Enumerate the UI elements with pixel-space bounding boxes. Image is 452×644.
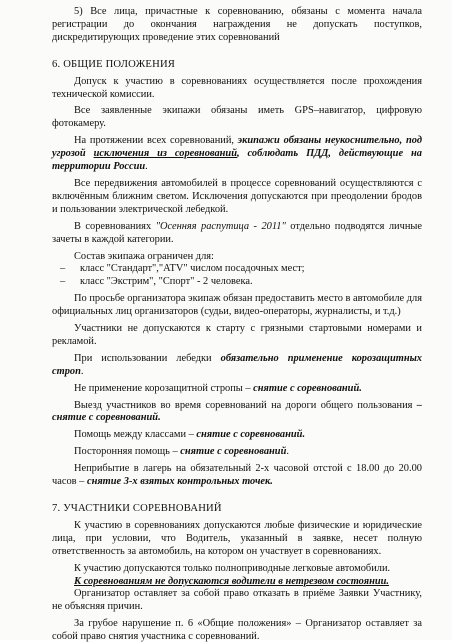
class-help-lead: Помощь между классами –	[74, 429, 197, 441]
event-name: "Осенняя распутица - 2011"	[155, 220, 286, 232]
crew-list-text: класс "Экстрим", "Спорт" - 2 человека.	[80, 276, 253, 288]
participants-paragraph: К участию в соревнованиях допускаются любые физические и юридические лица, при условии, что Водитель, указанный в заявке, несет полную ответственность за автомобиль, на котором он участвует в соревнованиях.	[52, 519, 422, 557]
class-help-penalty: снятие с соревнований.	[196, 429, 306, 441]
section-6-heading: 6. ОБЩИЕ ПОЛОЖЕНИЯ	[52, 58, 176, 70]
traffic-rules-paragraph	[52, 135, 422, 174]
public-roads-lead: Выезд участников во время соревнований на дороги общего пользования	[74, 399, 417, 411]
strap-penalty-paragraph	[52, 383, 422, 396]
dirty-numbers-paragraph: Участники не допускаются к старту с грязными стартовыми номерами и рекламой.	[52, 323, 422, 347]
outside-help-end: .	[286, 446, 289, 458]
violation-paragraph: За грубое нарушение п. 6 «Общие положения» – Организатор оставляет за собой право снятия участника с соревнований.	[52, 618, 422, 643]
public-roads-penalty: – снятие с соревнований.	[52, 399, 422, 424]
awd-paragraph: К участию допускаются только полноприводные легковые автомобили.	[74, 562, 391, 574]
winch-lead: При использовании лебедки	[74, 352, 221, 364]
standings-lead: В соревнованиях	[74, 220, 156, 232]
traffic-rules-end: .	[145, 161, 148, 173]
crew-list-item	[52, 263, 422, 276]
gps-paragraph: Все заявленные экипажи обязаны иметь GPS–навигатор, цифровую фотокамеру.	[52, 105, 422, 130]
crew-list-text: класс "Стандарт","ATV" числом посадочных мест;	[80, 263, 305, 275]
document-body	[52, 6, 422, 644]
class-help-paragraph	[52, 429, 422, 442]
admission-paragraph: Допуск к участию в соревнованиях осуществляется после прохождения технической комиссии.	[52, 75, 422, 100]
outside-help-lead: Посторонняя помощь –	[74, 446, 181, 458]
outside-help-paragraph	[52, 446, 422, 459]
camp-arrival-penalty: снятие 3-х взятых контрольных точек.	[86, 476, 273, 488]
headlights-paragraph: Все передвижения автомобилей в процессе соревнований осуществляются с включённым ближним светом. Исключения допускаются при преодолении бродов и пользовании электрической лебедкой.	[52, 177, 422, 215]
crew-paragraph: Состав экипажа ограничен для:	[74, 250, 214, 262]
traffic-rules-emphasis-2: , соблюдать ПДД, действующие на территории России	[52, 148, 422, 173]
public-roads-paragraph	[52, 400, 422, 426]
traffic-rules-emphasis-1: экипажи обязаны неукоснительно, под угрозой	[52, 135, 422, 160]
camp-arrival-lead: Неприбытие в лагерь на обязательный 2-х часовой отстой с 18.00 до 20.00 часов –	[52, 463, 422, 488]
winch-emphasis: обязательно применение корозащитных строп	[52, 352, 422, 377]
outside-help-penalty: снятие с соревнований	[180, 446, 287, 458]
camp-arrival-paragraph	[52, 463, 422, 489]
strap-lead: Не применение корозащитной стропы –	[74, 382, 254, 394]
list-dash: –	[60, 263, 66, 275]
winch-paragraph	[52, 353, 422, 379]
sober-drivers-paragraph	[52, 576, 422, 589]
refusal-paragraph: Организатор оставляет за собой право отказать в приёме Заявки Участнику, не объясняя причин.	[52, 588, 422, 613]
crew-list-item	[52, 276, 422, 289]
sober-drivers-text: К соревнованиям не допускаются водители в нетрезвом состоянии.	[74, 575, 390, 587]
traffic-rules-underlined: исключения из соревнований	[93, 148, 237, 160]
officials-seat-paragraph: По просьбе организатора экипаж обязан предоставить место в автомобиле для официальных лиц организаторов (судьи, видео-операторы, журналисты, и т.д.)	[52, 293, 422, 318]
strap-penalty: снятие с соревнований.	[253, 382, 362, 394]
standings-paragraph	[52, 221, 422, 247]
winch-end: .	[80, 365, 84, 377]
standings-rest: отдельно подводятся личные зачеты в каждой категории.	[52, 220, 422, 245]
traffic-rules-lead: На протяжении всех соревнований,	[74, 135, 238, 147]
rule-5-paragraph: 5) Все лица, причастные к соревнованию, обязаны с момента начала регистрации до окончания награждения не допускать поступков, дискредитирующих проведение этих соревнований	[52, 6, 422, 43]
list-dash: –	[60, 276, 66, 288]
section-7-heading: 7. УЧАСТНИКИ СОРЕВНОВАНИЙ	[52, 503, 222, 514]
